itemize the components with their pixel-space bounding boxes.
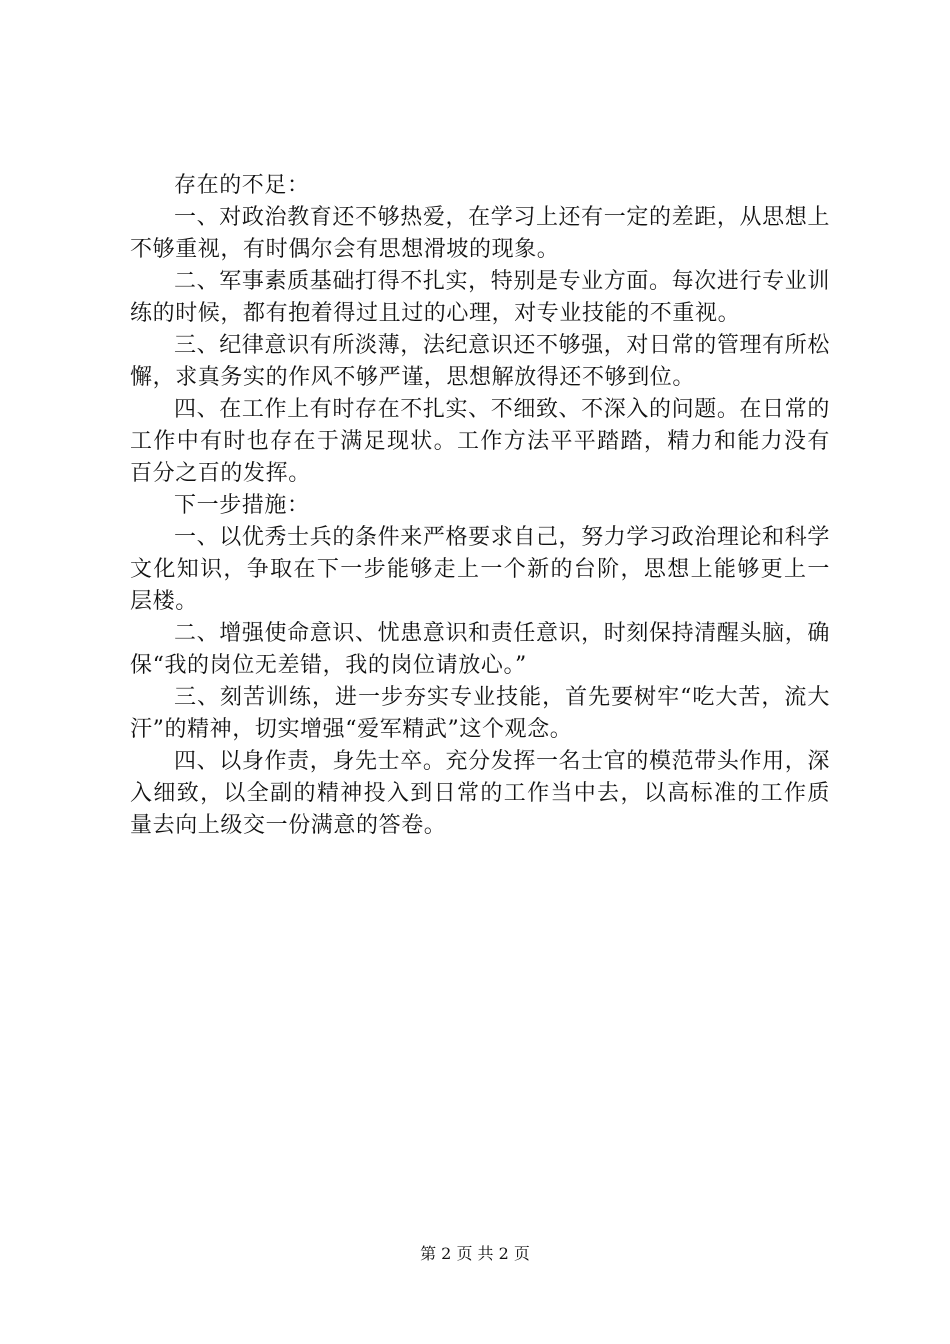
paragraph-shortcoming-4: 四、在工作上有时存在不扎实、不细致、不深入的问题。在日常的工作中有时也存在于满足现状。工作方法平平踏踏，精力和能力没有百分之百的发挥。 bbox=[130, 397, 830, 486]
page-number-footer: 第 2 页 共 2 页 bbox=[420, 1244, 530, 1263]
paragraph-shortcoming-1: 一、对政治教育还不够热爱，在学习上还有一定的差距，从思想上不够重视，有时偶尔会有思想滑坡的现象。 bbox=[130, 205, 830, 262]
paragraph-shortcoming-2: 二、军事素质基础打得不扎实，特别是专业方面。每次进行专业训练的时候，都有抱着得过且过的心理，对专业技能的不重视。 bbox=[130, 269, 830, 326]
paragraph-shortcoming-3: 三、纪律意识有所淡薄，法纪意识还不够强，对日常的管理有所松懈，求真务实的作风不够严谨，思想解放得还不够到位。 bbox=[130, 333, 830, 390]
paragraph-measure-2: 二、增强使命意识、忧患意识和责任意识，时刻保持清醒头脑，确保“我的岗位无差错，我的岗位请放心。” bbox=[130, 621, 830, 678]
paragraph-measures-heading: 下一步措施： bbox=[174, 493, 310, 518]
paragraph-measure-1: 一、以优秀士兵的条件来严格要求自己，努力学习政治理论和科学文化知识，争取在下一步能够走上一个新的台阶，思想上能够更上一层楼。 bbox=[130, 525, 830, 614]
document-body bbox=[130, 170, 830, 842]
paragraph-shortcomings-heading: 存在的不足： bbox=[174, 173, 310, 198]
paragraph-measure-4: 四、以身作责，身先士卒。充分发挥一名士官的模范带头作用，深入细致，以全副的精神投入到日常的工作当中去，以高标准的工作质量去向上级交一份满意的答卷。 bbox=[130, 749, 830, 838]
paragraph-measure-3: 三、刻苦训练，进一步夯实专业技能，首先要树牢“吃大苦，流大汗”的精神，切实增强“爱军精武”这个观念。 bbox=[130, 685, 830, 742]
